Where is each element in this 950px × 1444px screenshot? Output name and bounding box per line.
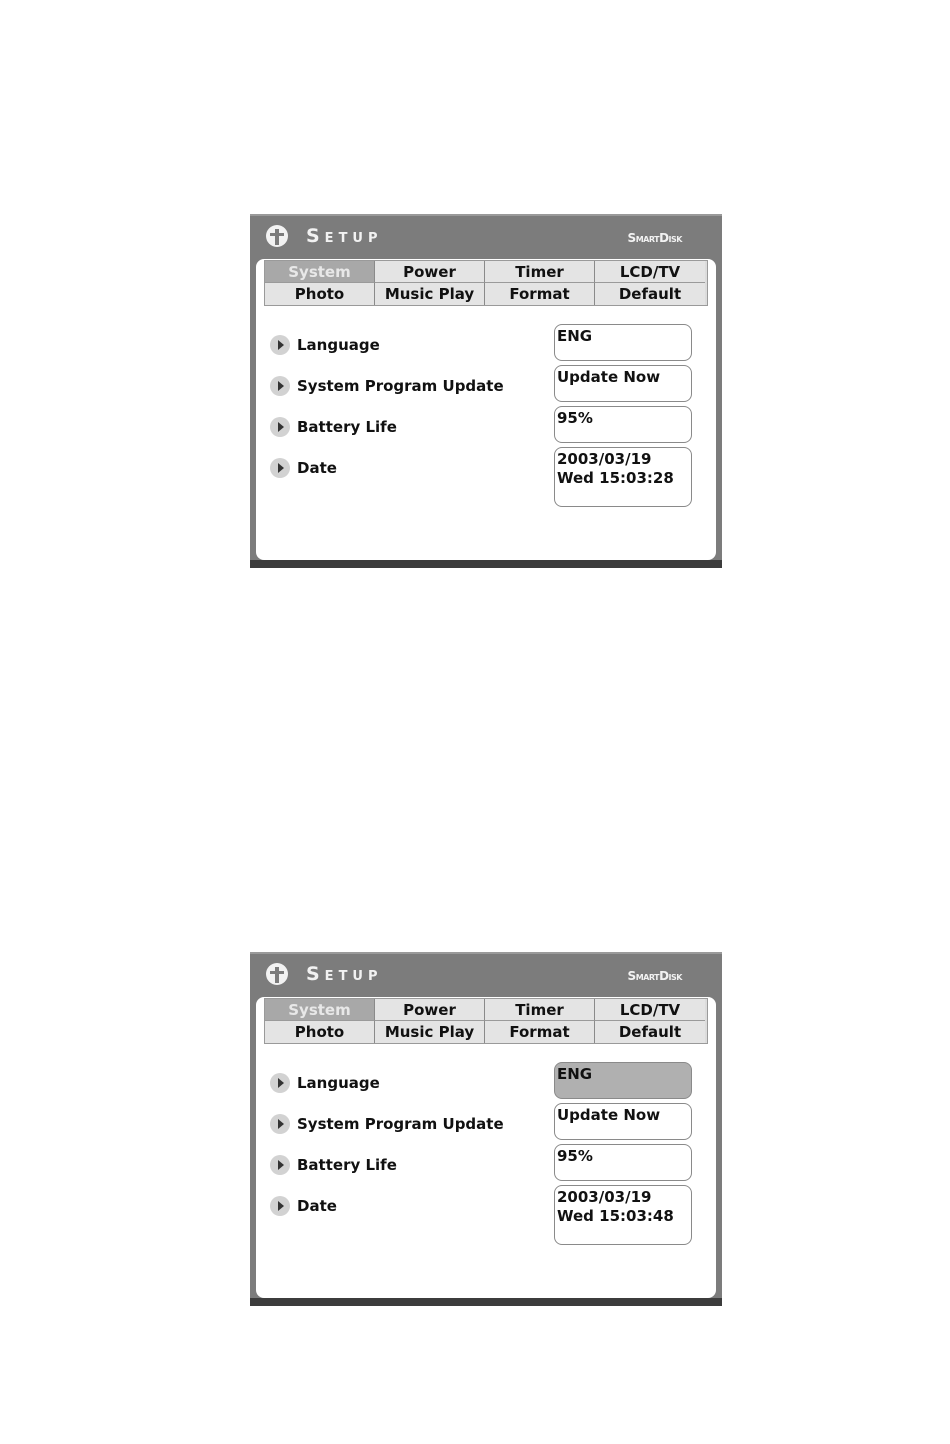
tab-timer[interactable]: Timer bbox=[485, 999, 595, 1021]
battery-life-value: 95% bbox=[554, 1144, 692, 1181]
setting-label: Date bbox=[297, 1197, 337, 1215]
tab-lcd-tv[interactable]: LCD/TV bbox=[595, 999, 705, 1021]
battery-life-value: 95% bbox=[554, 406, 692, 443]
setting-label: System Program Update bbox=[297, 377, 504, 395]
tab-default[interactable]: Default bbox=[595, 283, 705, 305]
brand-logo: SmartDisk bbox=[627, 231, 682, 245]
arrow-bullet-icon bbox=[270, 1196, 290, 1216]
tab-music-play[interactable]: Music Play bbox=[375, 1021, 485, 1043]
brand-logo: SmartDisk bbox=[627, 969, 682, 983]
language-value-field[interactable]: ENG bbox=[554, 324, 692, 361]
date-line: 2003/03/19 bbox=[557, 450, 652, 468]
weekday-time-line: Wed 15:03:48 bbox=[557, 1207, 674, 1225]
arrow-bullet-icon bbox=[270, 376, 290, 396]
screen-title: Setup bbox=[306, 225, 383, 247]
tab-bar bbox=[264, 260, 708, 306]
tab-format[interactable]: Format bbox=[485, 1021, 595, 1043]
tab-power[interactable]: Power bbox=[375, 261, 485, 283]
screen-title: Setup bbox=[306, 963, 383, 985]
tab-photo[interactable]: Photo bbox=[265, 283, 375, 305]
tab-default[interactable]: Default bbox=[595, 1021, 705, 1043]
language-value-field[interactable]: ENG bbox=[554, 1062, 692, 1099]
setting-label: Battery Life bbox=[297, 1156, 397, 1174]
tab-lcd-tv[interactable]: LCD/TV bbox=[595, 261, 705, 283]
setup-panel bbox=[256, 259, 716, 560]
arrow-bullet-icon bbox=[270, 458, 290, 478]
tab-system[interactable]: System bbox=[265, 999, 375, 1021]
tab-format[interactable]: Format bbox=[485, 283, 595, 305]
weekday-time-line: Wed 15:03:28 bbox=[557, 469, 674, 487]
setting-label: Battery Life bbox=[297, 418, 397, 436]
tab-photo[interactable]: Photo bbox=[265, 1021, 375, 1043]
arrow-bullet-icon bbox=[270, 1155, 290, 1175]
tab-music-play[interactable]: Music Play bbox=[375, 283, 485, 305]
tab-bar bbox=[264, 998, 708, 1044]
setup-screen-1 bbox=[250, 214, 722, 568]
tab-system[interactable]: System bbox=[265, 261, 375, 283]
date-value-field[interactable] bbox=[554, 447, 692, 507]
title-bar bbox=[250, 216, 722, 258]
date-value-field[interactable] bbox=[554, 1185, 692, 1245]
date-line: 2003/03/19 bbox=[557, 1188, 652, 1206]
arrow-bullet-icon bbox=[270, 335, 290, 355]
setup-logo-icon bbox=[266, 225, 288, 247]
setting-label: System Program Update bbox=[297, 1115, 504, 1133]
setup-screen-2 bbox=[250, 952, 722, 1306]
tab-power[interactable]: Power bbox=[375, 999, 485, 1021]
setting-label: Language bbox=[297, 1074, 380, 1092]
update-now-button[interactable]: Update Now bbox=[554, 365, 692, 402]
arrow-bullet-icon bbox=[270, 1114, 290, 1134]
setup-panel bbox=[256, 997, 716, 1298]
tab-timer[interactable]: Timer bbox=[485, 261, 595, 283]
setting-label: Language bbox=[297, 336, 380, 354]
arrow-bullet-icon bbox=[270, 417, 290, 437]
arrow-bullet-icon bbox=[270, 1073, 290, 1093]
title-bar bbox=[250, 954, 722, 996]
setup-logo-icon bbox=[266, 963, 288, 985]
setting-label: Date bbox=[297, 459, 337, 477]
update-now-button[interactable]: Update Now bbox=[554, 1103, 692, 1140]
